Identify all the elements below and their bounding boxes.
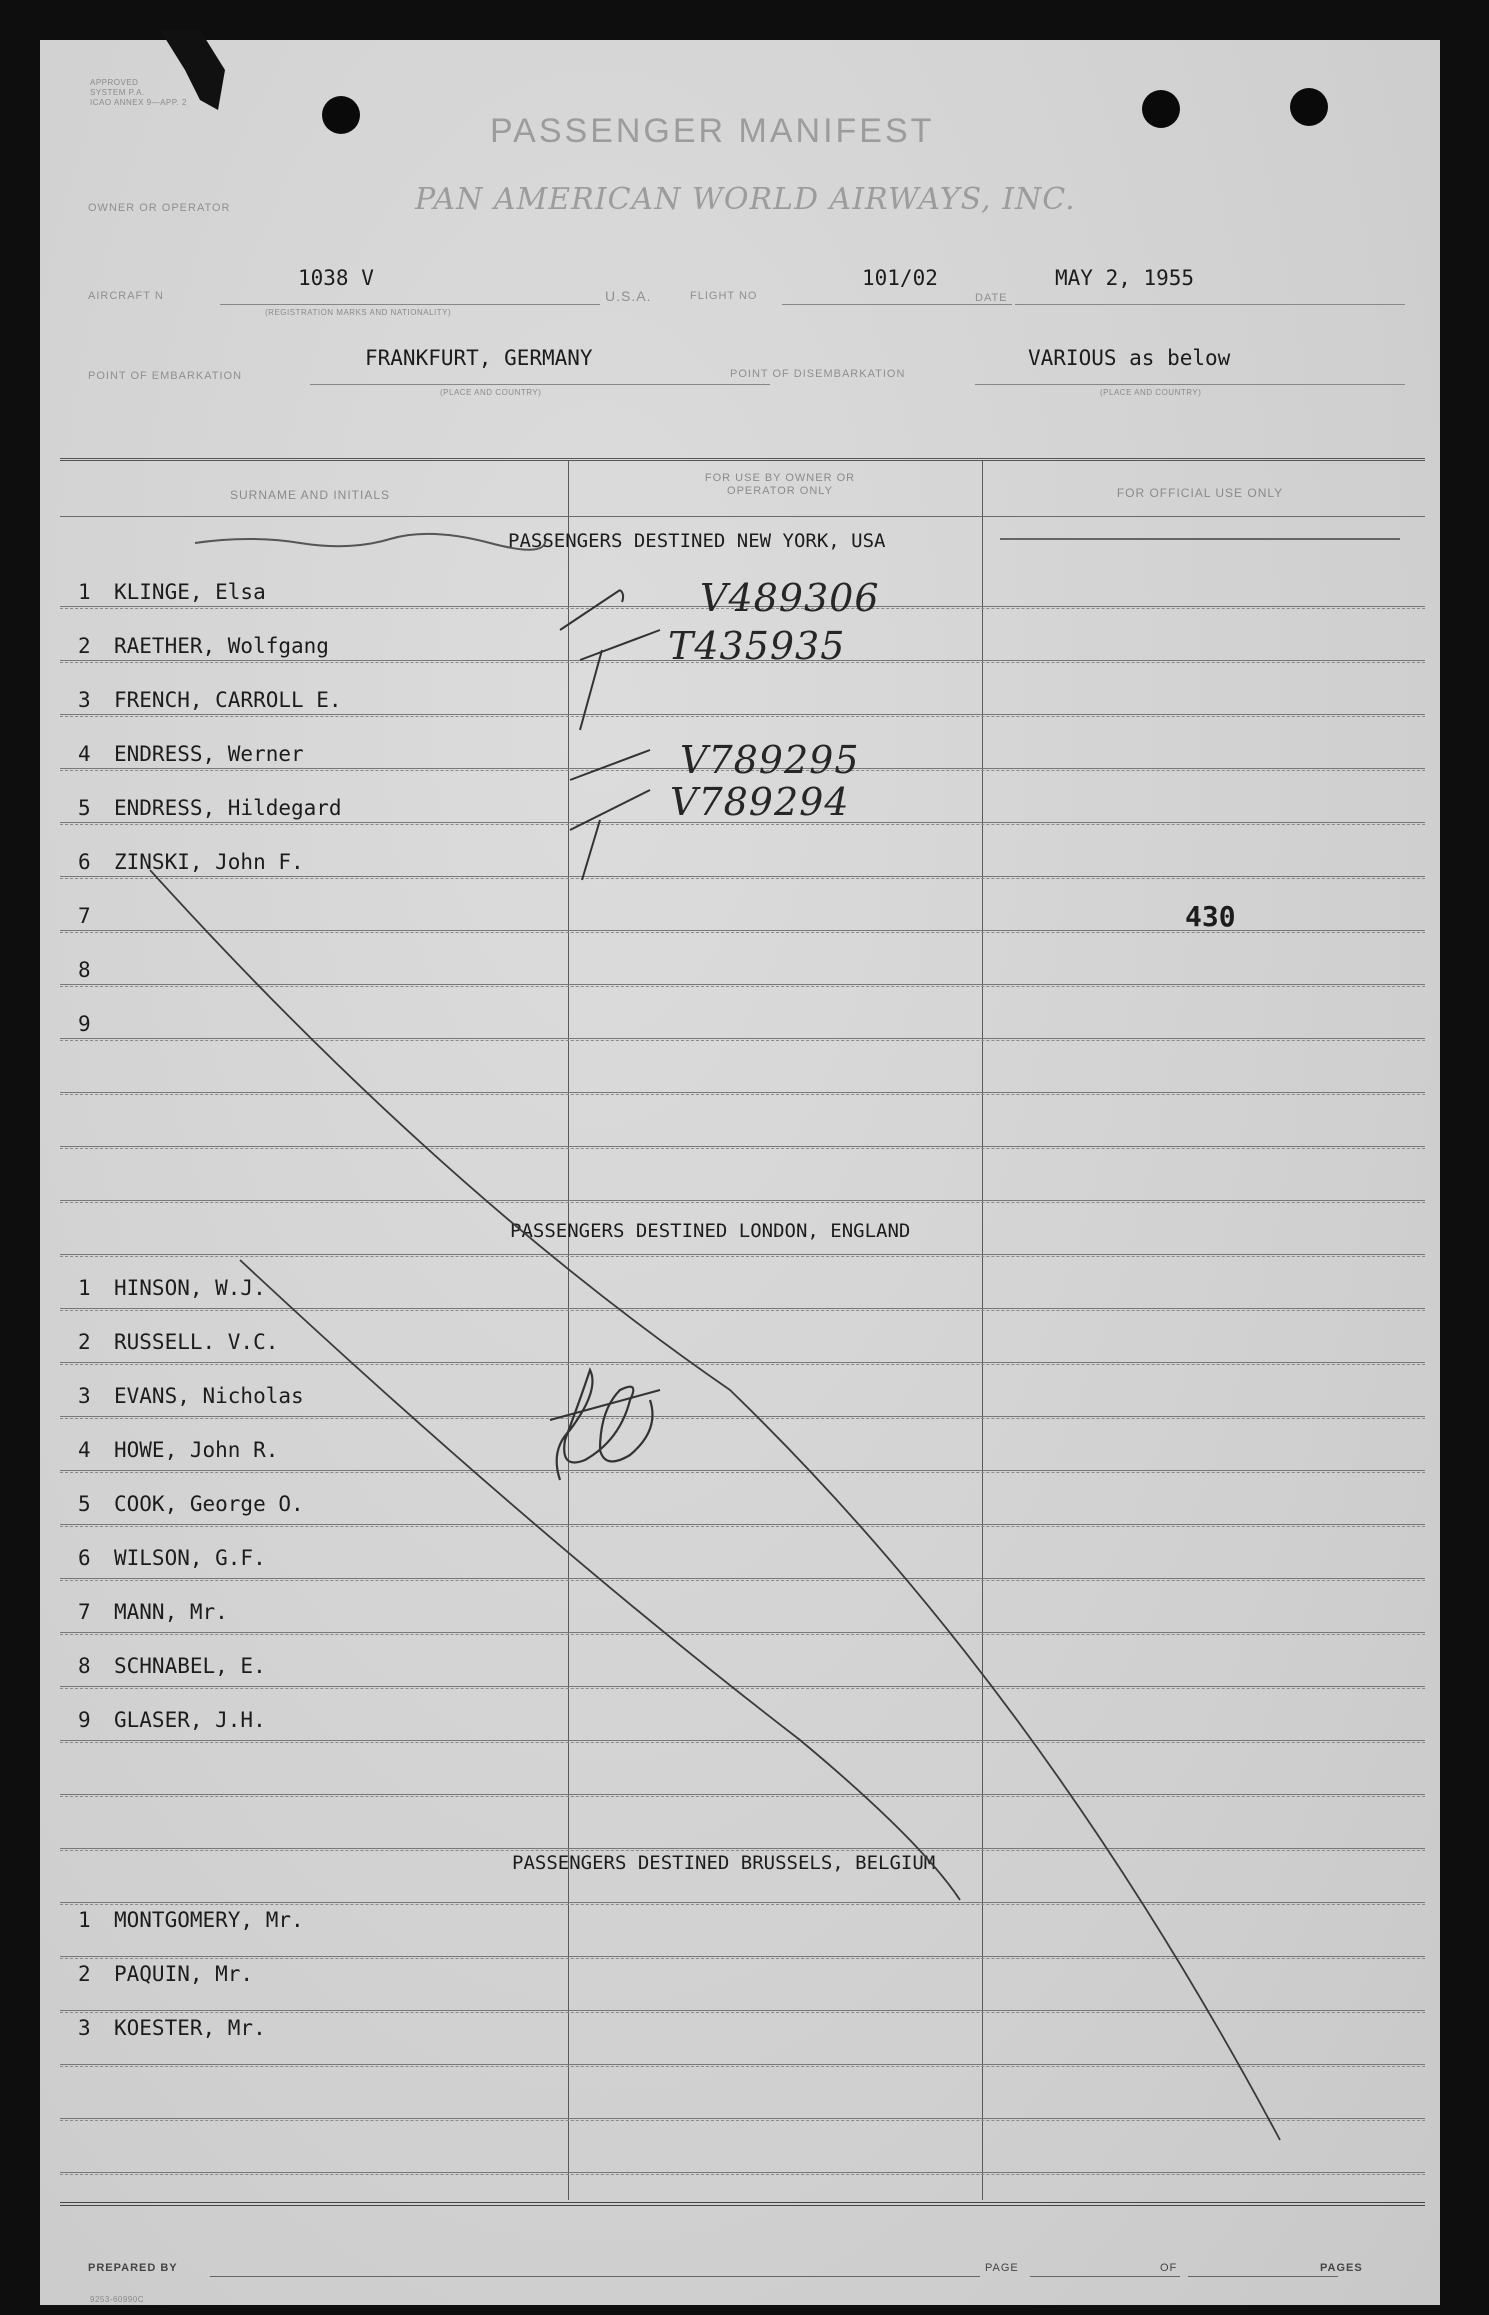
list-item: 2 RUSSELL. V.C. <box>78 1330 279 1354</box>
list-item: 2 RAETHER, Wolfgang <box>78 634 329 658</box>
form-title: PASSENGER MANIFEST <box>490 112 935 150</box>
list-item: 4 HOWE, John R. <box>78 1438 279 1462</box>
disembark-label: POINT OF DISEMBARKATION <box>730 368 906 380</box>
place-note-embark: (PLACE AND COUNTRY) <box>440 388 542 397</box>
date-value: MAY 2, 1955 <box>1055 266 1195 290</box>
flight-label: FLIGHT NO <box>690 290 758 302</box>
list-item: 7 MANN, Mr. <box>78 1600 228 1624</box>
aircraft-label: AIRCRAFT N <box>88 290 164 302</box>
list-item: 5 ENDRESS, Hildegard <box>78 796 342 820</box>
manifest-sheet <box>40 40 1440 2305</box>
pages-label: PAGES <box>1320 2262 1363 2274</box>
embark-value: FRANKFURT, GERMANY <box>365 346 593 370</box>
handwritten-note: V789294 <box>670 780 850 824</box>
section-header-brussels: PASSENGERS DESTINED BRUSSELS, BELGIUM <box>512 1852 936 1874</box>
official-column-header: FOR OFFICIAL USE ONLY <box>1116 486 1284 500</box>
list-item: 8 <box>78 958 91 982</box>
list-item: 3 KOESTER, Mr. <box>78 2016 266 2040</box>
prepared-by-label: PREPARED BY <box>88 2262 178 2274</box>
diagonal-strike-lines <box>40 40 1440 2305</box>
country-label: U.S.A. <box>605 288 652 304</box>
handwritten-note: V489306 <box>700 576 880 620</box>
list-item: 1 HINSON, W.J. <box>78 1276 266 1300</box>
airline-name: PAN AMERICAN WORLD AIRWAYS, INC. <box>415 182 1076 217</box>
table-bottom-rule <box>60 2202 1425 2206</box>
section-header-london: PASSENGERS DESTINED LONDON, ENGLAND <box>510 1220 911 1242</box>
embark-label: POINT OF EMBARKATION <box>88 370 243 382</box>
list-item: 2 PAQUIN, Mr. <box>78 1962 254 1986</box>
list-item: 9 GLASER, J.H. <box>78 1708 266 1732</box>
list-item: 8 SCHNABEL, E. <box>78 1654 266 1678</box>
owner-label: OWNER OR OPERATOR <box>88 202 231 214</box>
list-item: 6 ZINSKI, John F. <box>78 850 304 874</box>
list-item: 7 <box>78 904 91 928</box>
list-item: 4 ENDRESS, Werner <box>78 742 304 766</box>
disembark-value: VARIOUS as below <box>1028 346 1231 370</box>
list-item: 1 KLINGE, Elsa <box>78 580 266 604</box>
official-number: 430 <box>1185 900 1236 933</box>
form-number: 9253-60990C <box>90 2295 144 2304</box>
date-label: DATE <box>975 292 1008 304</box>
handwritten-note: T435935 <box>668 624 846 668</box>
registration-note: (REGISTRATION MARKS AND NATIONALITY) <box>265 308 452 317</box>
list-item: 6 WILSON, G.F. <box>78 1546 266 1570</box>
of-line <box>1188 2276 1338 2277</box>
list-item: 3 EVANS, Nicholas <box>78 1384 304 1408</box>
page-label: PAGE <box>985 2262 1019 2274</box>
flight-value: 101/02 <box>862 266 938 290</box>
of-label: OF <box>1160 2262 1178 2274</box>
owner-column-header: FOR USE BY OWNER OR OPERATOR ONLY <box>704 472 856 497</box>
list-item: 1 MONTGOMERY, Mr. <box>78 1908 304 1932</box>
list-item: 9 <box>78 1012 91 1036</box>
section-header-new-york: PASSENGERS DESTINED NEW YORK, USA <box>508 530 886 552</box>
approval-note: APPROVED SYSTEM P.A. ICAO ANNEX 9—APP. 2 <box>90 78 187 107</box>
prepared-by-line <box>210 2276 980 2277</box>
surname-column-header: SURNAME AND INITIALS <box>229 488 391 502</box>
place-note-disembark: (PLACE AND COUNTRY) <box>1100 388 1202 397</box>
page-line <box>1030 2276 1180 2277</box>
list-item: 5 COOK, George O. <box>78 1492 304 1516</box>
aircraft-value: 1038 V <box>298 266 374 290</box>
handwritten-note: V789295 <box>680 738 860 782</box>
list-item: 3 FRENCH, CARROLL E. <box>78 688 342 712</box>
